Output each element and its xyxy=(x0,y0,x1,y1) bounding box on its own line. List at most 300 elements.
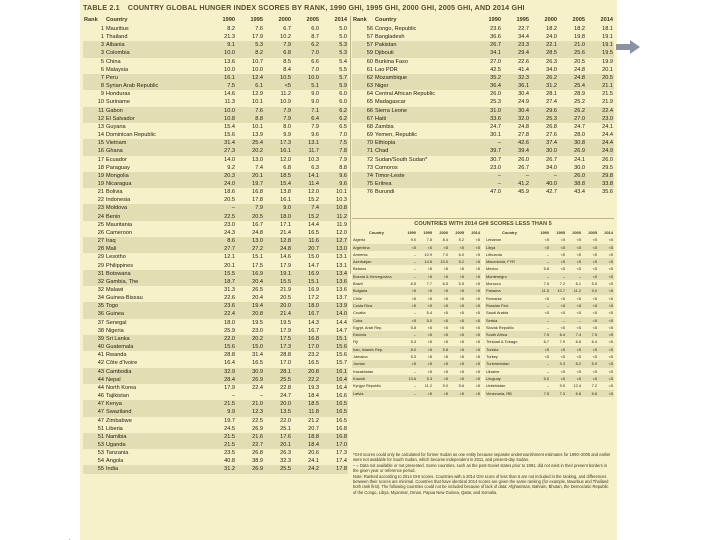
country-cell: Vietnam xyxy=(105,139,208,147)
score-cell: – xyxy=(534,258,550,265)
table-row xyxy=(83,90,348,98)
score-cell: <5 xyxy=(449,331,465,338)
score-1995-cell: 27.2 xyxy=(236,245,264,253)
small-table-header-row xyxy=(352,229,481,236)
table-row xyxy=(83,384,348,392)
country-cell: Benin xyxy=(105,213,208,221)
rank-cell: 72 xyxy=(366,156,373,163)
score-cell: <5 xyxy=(427,368,432,374)
score-2014-cell: 19.1 xyxy=(602,34,613,41)
rank-cell: 29 xyxy=(97,262,104,269)
score-2014-cell: 5.0 xyxy=(339,26,347,32)
score-cell: <5 xyxy=(582,273,598,280)
score-cell: 5.8 xyxy=(582,390,598,397)
score-1995-cell: 13.0 xyxy=(252,156,263,163)
rank-cell: 57 xyxy=(352,41,374,49)
score-1995-cell: 26.5 xyxy=(252,287,263,293)
score-1990-cell: 21.5 xyxy=(208,433,236,441)
country-cell: Cameroon xyxy=(106,229,133,236)
small-table-row xyxy=(352,287,481,294)
score-2000-cell: 40.0 xyxy=(530,180,558,188)
score-1990-cell: – xyxy=(208,204,236,212)
score-cell: <5 xyxy=(417,287,433,294)
score-1990-cell: 25.3 xyxy=(490,99,501,106)
score-cell: 8.2 xyxy=(566,360,582,367)
table-row xyxy=(352,49,614,57)
country-cell: Senegal xyxy=(106,319,127,326)
rank-cell: 29 xyxy=(97,254,104,261)
score-2005-cell: 6.3 xyxy=(311,164,319,171)
score-2005-cell: 30.0 xyxy=(574,164,585,171)
score-1990-cell: 33.6 xyxy=(474,115,502,123)
score-1995-cell: 34.4 xyxy=(518,34,529,41)
score-cell: 5.3 xyxy=(410,354,416,360)
table-row xyxy=(83,131,348,139)
score-cell: <5 xyxy=(582,317,598,324)
rank-cell: 17 xyxy=(97,156,104,163)
score-1995-cell: 22.5 xyxy=(252,417,263,424)
rank-cell: 43 xyxy=(83,368,105,376)
score-1990-cell: 23.6 xyxy=(490,26,501,32)
score-cell: <5 xyxy=(475,339,480,345)
score-2014-cell: 6.2 xyxy=(320,107,348,115)
score-cell: <5 xyxy=(475,237,480,243)
rank-cell: 3 xyxy=(83,49,105,57)
score-cell: <5 xyxy=(449,302,465,309)
score-cell: <5 xyxy=(449,390,465,397)
column-header: 1995 xyxy=(516,17,529,23)
country-cell: Chile xyxy=(353,295,362,301)
small-column-header: 1990 xyxy=(407,230,416,235)
score-2005-cell: 20.7 xyxy=(308,425,319,432)
score-cell: <5 xyxy=(560,324,565,330)
score-1990-cell: 36.6 xyxy=(490,34,501,41)
score-1990-cell: 21.5 xyxy=(208,441,236,449)
rank-cell: 31 xyxy=(83,270,105,278)
country-cell: Moldova xyxy=(105,204,208,212)
small-column-header: 2014 xyxy=(471,230,480,235)
score-2014-cell: 35.6 xyxy=(602,189,613,196)
country-cell: Ghana xyxy=(105,147,208,155)
score-cell: – xyxy=(401,258,417,265)
low-score-table-right xyxy=(485,229,614,397)
score-cell: <5 xyxy=(576,295,581,301)
score-cell: <5 xyxy=(465,346,481,353)
score-2005-cell: 24.7 xyxy=(574,123,585,130)
rank-cell: 51 xyxy=(83,433,105,441)
score-1995-cell: 7.9 xyxy=(236,204,264,212)
rank-cell: 68 xyxy=(366,123,373,130)
score-2000-cell: 25.5 xyxy=(264,376,292,384)
score-cell: <5 xyxy=(550,302,566,309)
score-cell: <5 xyxy=(475,324,480,330)
score-2000-cell: 17.9 xyxy=(280,262,291,269)
country-cell: Turkey xyxy=(486,354,498,360)
score-2014-cell: 10.1 xyxy=(336,189,347,196)
country-cell: Malaysia xyxy=(106,66,129,73)
country-cell: Bolivia xyxy=(106,189,123,196)
score-1990-cell: 13.6 xyxy=(224,58,235,65)
country-cell: Uzbekistan xyxy=(486,383,506,389)
score-1990-cell: 20.1 xyxy=(224,262,235,269)
score-cell: 7.2 xyxy=(591,383,597,389)
score-cell: – xyxy=(534,360,550,367)
country-cell: Jamaica xyxy=(353,354,368,360)
score-cell: <5 xyxy=(417,302,433,309)
table-row xyxy=(83,368,348,376)
score-2000-cell: 26.7 xyxy=(546,156,557,163)
score-cell: <5 xyxy=(433,390,449,397)
score-2000-cell: 12.0 xyxy=(280,156,291,163)
small-table-row xyxy=(485,317,614,324)
country-cell: Yemen, Republic xyxy=(375,132,418,139)
score-2005-cell: 38.8 xyxy=(558,180,586,188)
score-1995-cell: 26.8 xyxy=(252,450,263,457)
score-cell: <5 xyxy=(566,375,582,382)
score-cell: 7.5 xyxy=(534,331,550,338)
score-2000-cell: 20.5 xyxy=(280,295,291,302)
score-2014-cell: 24.9 xyxy=(586,147,614,155)
score-cell: <5 xyxy=(449,244,465,251)
small-column-header: 2000 xyxy=(439,230,448,235)
score-2000-cell: 8.0 xyxy=(283,123,291,130)
score-1995-cell: – xyxy=(259,393,263,400)
table-row xyxy=(83,327,348,335)
table-row xyxy=(83,408,348,416)
country-cell: Rwanda xyxy=(106,352,127,359)
rank-cell: 71 xyxy=(352,147,374,155)
score-1990-cell: 28.4 xyxy=(208,376,236,384)
small-table-row xyxy=(352,324,481,331)
score-cell: – xyxy=(401,331,417,338)
score-2005-cell: 24.1 xyxy=(574,156,585,163)
table-row xyxy=(83,417,348,425)
score-cell: 5.5 xyxy=(591,281,597,287)
table-row xyxy=(83,351,348,359)
score-2005-cell: 7.0 xyxy=(311,66,319,73)
table-row xyxy=(83,123,348,131)
score-cell: <5 xyxy=(443,368,448,374)
score-cell: <5 xyxy=(592,354,597,360)
country-cell: Syrian Arab Republic xyxy=(105,82,208,90)
score-2014-cell: 6.0 xyxy=(339,99,347,106)
country-cell: Belarus xyxy=(353,266,367,272)
score-1990-cell: 11.3 xyxy=(224,99,235,106)
score-1990-cell: 22.6 xyxy=(224,295,235,302)
score-2014-cell: 17.4 xyxy=(336,458,347,465)
score-2005-cell: 26.2 xyxy=(558,107,586,115)
score-cell: 5.8 xyxy=(543,266,549,272)
score-2005-cell: 11.4 xyxy=(292,180,320,188)
score-cell: 5.0 xyxy=(534,375,550,382)
country-cell: Bosnia & Herzegovina xyxy=(352,273,401,280)
country-cell: Namibia xyxy=(105,433,208,441)
score-2000-cell: 20.0 xyxy=(264,400,292,408)
score-cell: <5 xyxy=(608,368,613,374)
score-cell: <5 xyxy=(417,331,433,338)
score-cell: 5.8 xyxy=(433,346,449,353)
rank-cell: 14 xyxy=(97,132,104,139)
small-table-row xyxy=(352,244,481,251)
column-header: Rank xyxy=(353,17,367,23)
score-2005-cell: 7.4 xyxy=(292,204,320,212)
score-cell: <5 xyxy=(608,324,613,330)
country-cell: Mongolia xyxy=(105,172,208,180)
score-cell: 5.2 xyxy=(458,237,464,243)
score-2005-cell: 16.7 xyxy=(292,310,320,318)
country-cell: Russian Fed. xyxy=(485,302,534,309)
small-table-row xyxy=(352,368,481,375)
country-cell: Chad xyxy=(374,147,474,155)
score-2000-cell: 10.2 xyxy=(280,34,291,41)
score-2005-cell: 16.7 xyxy=(308,327,319,334)
table-row xyxy=(352,41,614,49)
score-cell: 10.0 xyxy=(433,258,449,265)
country-cell: Mauritania xyxy=(106,221,133,228)
score-cell: 5.0 xyxy=(417,317,433,324)
score-cell: <5 xyxy=(427,324,432,330)
country-cell: Ethiopia xyxy=(374,139,474,147)
country-cell: Morocco xyxy=(486,281,501,287)
score-2014-cell: 24.4 xyxy=(586,139,614,147)
country-cell: Djibouti xyxy=(374,49,474,57)
rank-cell: 1 xyxy=(100,34,104,41)
table-row xyxy=(83,98,348,106)
table-row xyxy=(83,147,348,155)
table-number: TABLE 2.1 xyxy=(83,3,120,12)
score-1995-cell: 5.3 xyxy=(236,41,264,49)
score-2014-cell: 16.8 xyxy=(336,425,347,432)
score-2000-cell: 18.5 xyxy=(264,172,292,180)
score-1995-cell: 31.4 xyxy=(252,352,263,359)
score-cell: 5.2 xyxy=(449,258,465,265)
country-cell: Timor-Leste xyxy=(374,172,474,180)
rank-cell: 23 xyxy=(83,204,105,212)
table-row xyxy=(352,123,614,131)
column-header: 2014 xyxy=(334,17,347,23)
country-cell: Cuba xyxy=(352,317,401,324)
score-1995-cell: 13.9 xyxy=(252,132,263,139)
score-cell: <5 xyxy=(465,390,481,397)
score-2000-cell: 6.8 xyxy=(264,49,292,57)
score-1990-cell: – xyxy=(474,172,502,180)
score-cell: <5 xyxy=(560,251,565,257)
score-cell: 6.5 xyxy=(442,281,448,287)
score-cell: 9.0 xyxy=(410,237,416,243)
country-cell: Mauritius xyxy=(106,26,129,32)
column-header: 2005 xyxy=(306,17,319,23)
rank-cell: 36 xyxy=(83,310,105,318)
score-2005-cell: 28.0 xyxy=(574,132,585,139)
score-1990-cell: – xyxy=(474,180,502,188)
score-2000-cell: 17.9 xyxy=(280,327,291,334)
score-cell: – xyxy=(413,310,416,316)
table-row xyxy=(352,115,614,123)
score-1990-cell: 36.4 xyxy=(474,82,502,90)
score-2005-cell: 12.0 xyxy=(308,189,319,196)
score-1995-cell: 23.0 xyxy=(252,327,263,334)
country-cell: Nigeria xyxy=(106,327,124,334)
rank-cell: 47 xyxy=(83,400,105,408)
score-1990-cell: – xyxy=(474,139,502,147)
table-row xyxy=(352,147,614,155)
country-cell: Jordan xyxy=(352,360,401,367)
score-2005-cell: 18.4 xyxy=(308,393,319,400)
country-cell: Peru xyxy=(105,74,208,82)
score-2000-cell: 42.7 xyxy=(546,189,557,196)
rank-cell: 47 xyxy=(83,408,105,416)
country-cell: Fiji xyxy=(353,339,358,345)
score-2005-cell: 6.6 xyxy=(311,58,319,65)
score-2014-cell: 33.8 xyxy=(586,180,614,188)
column-header: Rank xyxy=(84,17,98,23)
score-2005-cell: 5.1 xyxy=(292,82,320,90)
score-1990-cell: 28.8 xyxy=(224,352,235,359)
score-cell: <5 xyxy=(433,302,449,309)
rank-cell: 64 xyxy=(366,91,373,98)
score-cell: 8.5 xyxy=(410,281,416,287)
score-1990-cell: 31.0 xyxy=(474,107,502,115)
score-cell: 10.7 xyxy=(550,287,566,294)
small-table-row xyxy=(352,309,481,316)
score-2005-cell: 15.0 xyxy=(308,254,319,261)
score-cell: <5 xyxy=(598,302,614,309)
score-cell: <5 xyxy=(449,287,465,294)
score-2005-cell: 16.9 xyxy=(292,270,320,278)
small-table-row xyxy=(485,382,614,389)
score-2000-cell: 34.0 xyxy=(546,66,557,73)
country-cell: Guinea-Bissau xyxy=(106,295,143,302)
score-2014-cell: 14.0 xyxy=(320,310,348,318)
country-cell: Lao PDR xyxy=(375,66,398,73)
score-cell: 7.5 xyxy=(534,390,550,397)
score-2005-cell: 18.8 xyxy=(292,433,320,441)
score-2014-cell: 5.3 xyxy=(320,41,348,49)
score-2014-cell: 13.4 xyxy=(320,270,348,278)
country-cell: Guinea xyxy=(105,310,208,318)
table-row xyxy=(83,213,348,221)
rank-cell: 61 xyxy=(366,66,373,73)
score-cell: <5 xyxy=(598,360,614,367)
score-1995-cell: 22.7 xyxy=(236,441,264,449)
score-2000-cell: 7.9 xyxy=(264,41,292,49)
score-cell: <5 xyxy=(592,237,597,243)
score-cell: 6.4 xyxy=(550,331,566,338)
score-cell: <5 xyxy=(475,295,480,301)
table-row xyxy=(352,25,614,33)
small-table-row xyxy=(485,309,614,316)
score-cell: <5 xyxy=(427,354,432,360)
country-cell: Lesotho xyxy=(106,254,126,261)
score-cell: <5 xyxy=(475,251,480,257)
small-table-row xyxy=(352,280,481,287)
score-2014-cell: 10.3 xyxy=(336,197,347,204)
score-cell: – xyxy=(534,273,550,280)
score-1990-cell: 22.4 xyxy=(208,310,236,318)
score-2000-cell: 20.1 xyxy=(264,441,292,449)
score-cell: <5 xyxy=(475,281,480,287)
score-2000-cell: 15.4 xyxy=(264,180,292,188)
table-row xyxy=(83,196,348,204)
score-2005-cell: 19.3 xyxy=(308,384,319,391)
score-cell: – xyxy=(550,317,566,324)
country-cell: Malawi xyxy=(106,287,124,293)
score-cell: – xyxy=(566,273,582,280)
score-2014-cell: 23.0 xyxy=(586,115,614,123)
score-cell: – xyxy=(413,368,416,374)
table-title xyxy=(83,2,613,14)
small-table-row xyxy=(485,360,614,367)
score-1990-cell: 23.0 xyxy=(224,221,235,228)
score-cell: <5 xyxy=(475,383,480,389)
score-2000-cell: 15.5 xyxy=(264,278,292,286)
score-cell: <5 xyxy=(443,324,448,330)
score-2005-cell: 14.1 xyxy=(292,172,320,180)
score-1995-cell: 42.6 xyxy=(502,139,530,147)
score-cell: <5 xyxy=(582,244,598,251)
rank-cell: 44 xyxy=(83,376,105,384)
small-table-row xyxy=(352,375,481,382)
score-1990-cell: 40.8 xyxy=(224,458,235,465)
score-cell: – xyxy=(413,251,416,257)
table-row xyxy=(83,441,348,449)
score-2000-cell: 17.6 xyxy=(264,433,292,441)
country-cell: Cambodia xyxy=(105,368,208,376)
score-2000-cell: 18.2 xyxy=(546,26,557,32)
country-cell: Paraguay xyxy=(106,164,130,171)
score-cell: <5 xyxy=(459,368,464,374)
score-2014-cell: 16.5 xyxy=(320,408,348,416)
country-cell: Comoros xyxy=(375,164,398,171)
score-cell: <5 xyxy=(401,317,417,324)
rank-cell: 53 xyxy=(83,441,105,449)
pointer-arrow-icon xyxy=(616,40,640,54)
score-2014-cell: 14.7 xyxy=(336,327,347,334)
table-row xyxy=(83,425,348,433)
score-cell: <5 xyxy=(465,258,481,265)
country-cell: Serbia xyxy=(485,317,534,324)
score-2000-cell: 21.9 xyxy=(280,287,291,293)
score-cell: 6.0 xyxy=(458,251,464,257)
rank-cell: 40 xyxy=(83,343,105,351)
score-2005-cell: 7.0 xyxy=(292,49,320,57)
small-table-row xyxy=(485,368,614,375)
small-table-row xyxy=(485,287,614,294)
score-cell: 6.8 xyxy=(575,339,581,345)
table-row xyxy=(83,343,348,351)
score-cell: 9.0 xyxy=(582,287,598,294)
score-1990-cell: 22.0 xyxy=(208,335,236,343)
score-1995-cell: 20.4 xyxy=(236,278,264,286)
score-2005-cell: 16.9 xyxy=(308,287,319,293)
table-row xyxy=(83,310,348,318)
score-1995-cell: 45.9 xyxy=(518,189,529,196)
country-cell: Tajikistan xyxy=(106,393,130,400)
score-cell: <5 xyxy=(598,375,614,382)
score-1990-cell: 35.2 xyxy=(474,74,502,82)
score-1990-cell: 31.3 xyxy=(224,287,235,293)
score-1995-cell: 7.6 xyxy=(255,26,263,32)
score-2005-cell: 28.9 xyxy=(574,91,585,98)
country-cell: Central African Republic xyxy=(375,91,436,98)
score-1990-cell: 10.0 xyxy=(208,107,236,115)
rank-cell: 22 xyxy=(97,197,104,204)
score-1990-cell: 18.0 xyxy=(224,319,235,326)
table-row xyxy=(83,82,348,90)
country-cell: Madagascar xyxy=(375,99,406,106)
table-row xyxy=(83,107,348,115)
table-row xyxy=(83,172,348,180)
